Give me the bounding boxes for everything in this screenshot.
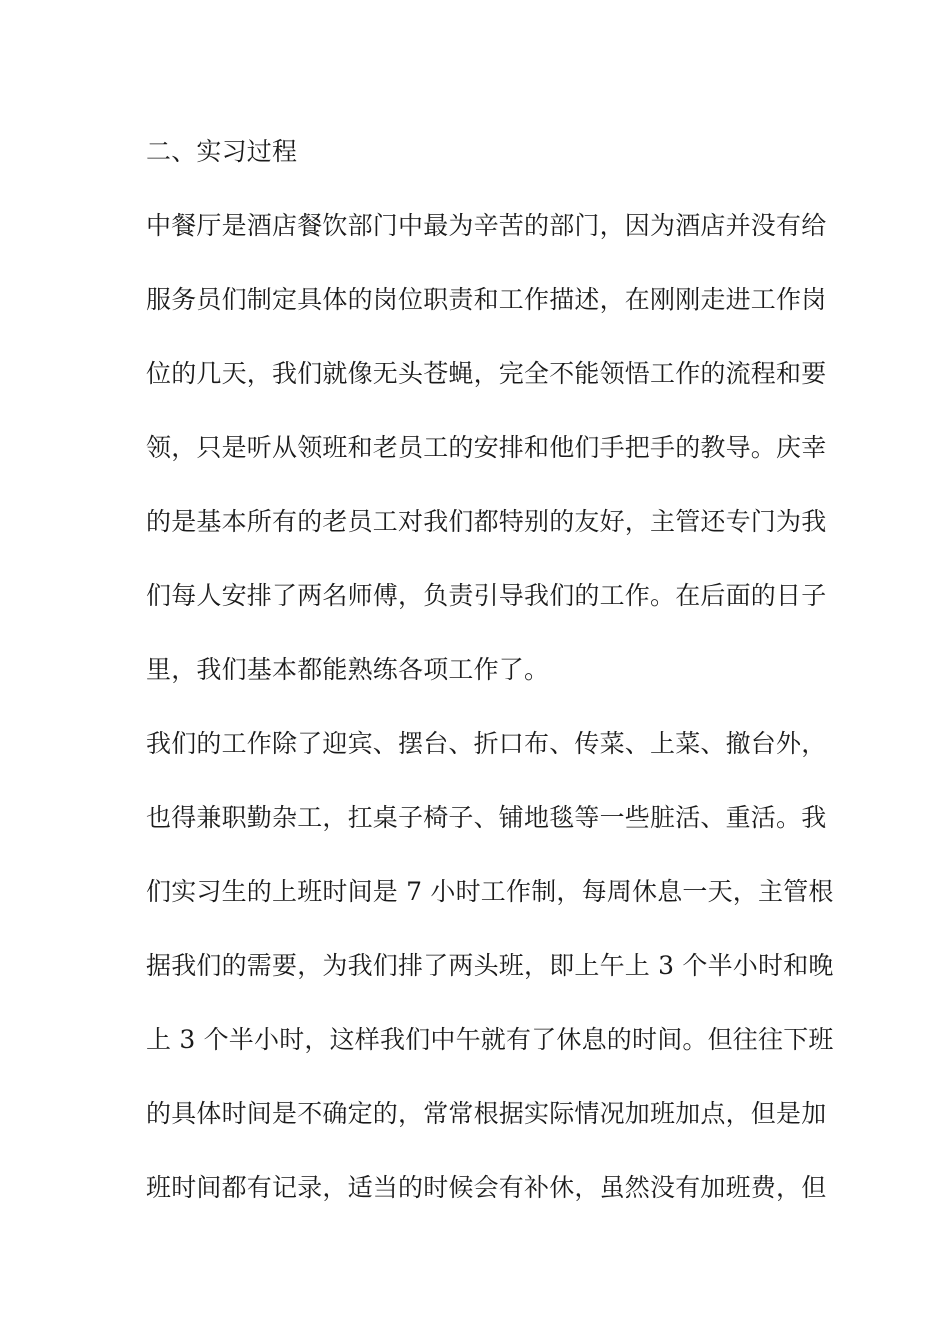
paragraph-1-line-1: 中餐厅是酒店餐饮部门中最为辛苦的部门，因为酒店并没有给	[146, 211, 827, 240]
paragraph-2-line-4: 据我们的需要，为我们排了两头班，即上午上 3 个半小时和晚	[146, 951, 834, 980]
paragraph-2-line-2: 也得兼职勤杂工，扛桌子椅子、铺地毯等一些脏活、重活。我	[146, 803, 827, 832]
paragraph-1-line-6: 们每人安排了两名师傅，负责引导我们的工作。在后面的日子	[146, 581, 827, 610]
paragraph-2-line-3: 们实习生的上班时间是 7 小时工作制，每周休息一天，主管根	[146, 877, 834, 906]
paragraph-1-line-5: 的是基本所有的老员工对我们都特别的友好，主管还专门为我	[146, 507, 827, 536]
paragraph-2-line-1: 我们的工作除了迎宾、摆台、折口布、传菜、上菜、撤台外，	[146, 729, 827, 758]
paragraph-1-line-3: 位的几天，我们就像无头苍蝇，完全不能领悟工作的流程和要	[146, 359, 827, 388]
paragraph-2-line-5: 上 3 个半小时，这样我们中午就有了休息的时间。但往往下班	[146, 1025, 834, 1054]
paragraph-1-line-4: 领，只是听从领班和老员工的安排和他们手把手的教导。庆幸	[146, 433, 827, 462]
paragraph-1-line-7: 里，我们基本都能熟练各项工作了。	[146, 655, 550, 684]
section-heading: 二、实习过程	[146, 137, 298, 166]
paragraph-2-line-6: 的具体时间是不确定的，常常根据实际情况加班加点，但是加	[146, 1099, 827, 1128]
paragraph-2-line-7: 班时间都有记录，适当的时候会有补休，虽然没有加班费，但	[146, 1173, 827, 1202]
paragraph-1-line-2: 服务员们制定具体的岗位职责和工作描述，在刚刚走进工作岗	[146, 285, 827, 314]
